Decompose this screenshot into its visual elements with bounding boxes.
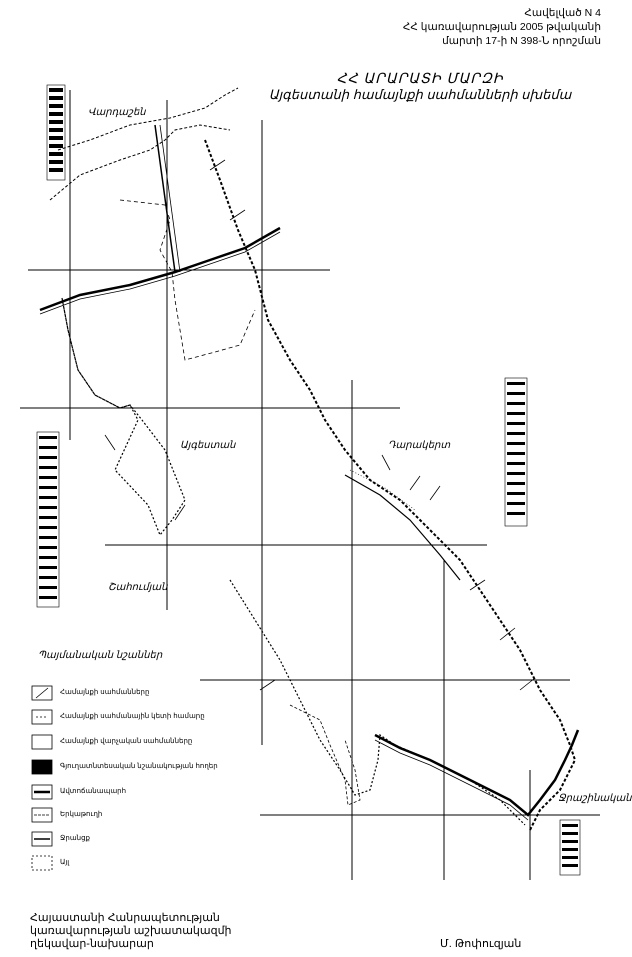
north-road-edge xyxy=(160,125,180,272)
north-boundary-2 xyxy=(50,125,230,200)
railway xyxy=(345,475,460,580)
footer-signatory-title xyxy=(30,912,232,951)
railway-2 xyxy=(350,470,415,510)
signature-name: Մ. Թոփուզյան xyxy=(440,938,522,950)
north-boundary xyxy=(58,88,238,150)
header-line-2: ՀՀ կառավարության 2005 թվականի xyxy=(402,21,601,33)
community-boundary-south xyxy=(230,580,525,825)
south-parcel xyxy=(290,705,360,805)
inner-boundary xyxy=(120,200,255,360)
footer-line-1: Հայաստանի Հանրապետության xyxy=(30,912,220,924)
header-line-3: մարտի 17-ի N 398-Ն որոշման xyxy=(442,35,601,47)
boundary-ticks xyxy=(105,160,535,690)
north-road xyxy=(155,125,175,272)
legend-item: Ջրանցք xyxy=(60,835,90,842)
footer-line-2: կառավարության աշխատակազմի xyxy=(30,925,232,937)
place-label-north: Վարդաշեն xyxy=(88,107,146,118)
canal-edge xyxy=(375,740,528,820)
place-label-center: Այգեստան xyxy=(180,440,236,451)
footer-line-3: ղեկավար-նախարար xyxy=(30,938,154,950)
header-line-1: Հավելված N 4 xyxy=(524,7,601,19)
legend-title: Պայմանական նշաններ xyxy=(38,650,163,661)
canal xyxy=(375,730,578,815)
place-label-southeast: Ջրաշինական xyxy=(558,793,632,804)
map-title-line-1: ՀՀ ԱՐԱՐԱՏԻ ՄԱՐԶԻ xyxy=(336,70,504,86)
place-label-southwest: Շահումյան xyxy=(108,582,168,593)
legend-item: Գյուղատնտեսական նշանակության հողեր xyxy=(60,763,218,770)
map-title-line-2: Այգեստանի համայնքի սահմանների սխեմա xyxy=(268,87,572,102)
legend-item: Համայնքի սահմանները xyxy=(60,689,150,696)
legend-item: Ավտոճանապարհ xyxy=(60,788,127,795)
legend-item: Համայնքի վարչական սահմանները xyxy=(60,738,193,745)
legend-swatches xyxy=(32,686,52,870)
legend-item: Այլ xyxy=(60,859,70,866)
scale-columns xyxy=(37,85,580,875)
legend-item: Համայնքի սահմանային կետի համարը xyxy=(60,713,205,720)
place-label-east: Դարակերտ xyxy=(388,440,451,451)
highway xyxy=(40,228,280,310)
legend-item: Երկաթուղի xyxy=(60,811,103,818)
